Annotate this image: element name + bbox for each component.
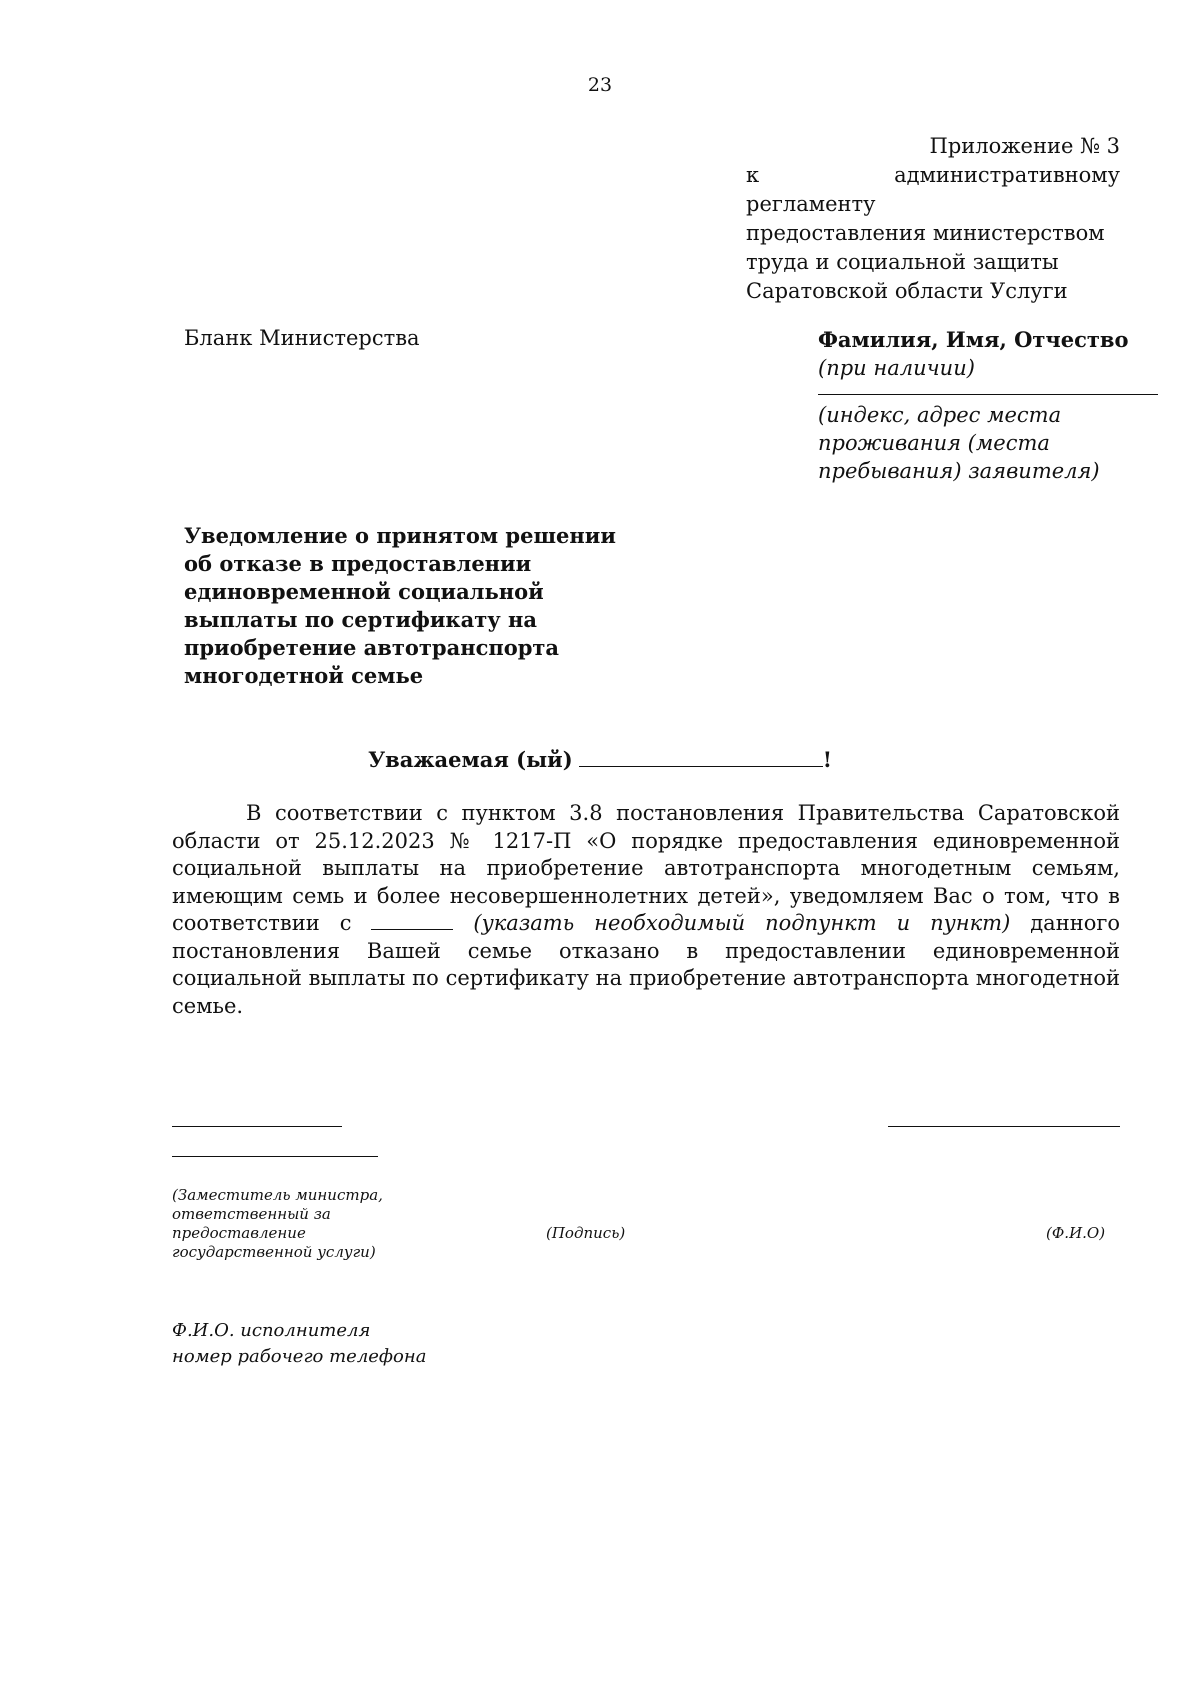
fio-caption: (Ф.И.О) xyxy=(1046,1224,1106,1242)
executor-phone-label: номер рабочего телефона xyxy=(172,1346,427,1367)
subclause-blank xyxy=(371,911,453,930)
greeting-name-blank xyxy=(579,746,823,767)
main-text-italic-hint: (указать необходимый подпункт и пункт) xyxy=(473,911,1011,935)
appendix-line-4: Саратовской области Услуги xyxy=(746,279,1068,303)
recipient-address-note: (индекс, адрес места проживания (места пребывания) заявителя) xyxy=(818,403,1100,483)
appendix-line-3: труда и социальной защиты xyxy=(746,250,1059,274)
greeting xyxy=(0,746,1200,772)
fio-signature-line xyxy=(888,1126,1120,1127)
document-title: Уведомление о принятом решении об отказе в предоставлении единовременной социальной выплаты по сертификату на приобретение автотранспорта многодетной семье xyxy=(184,523,616,688)
appendix-line-1: к административному регламенту xyxy=(746,163,1120,216)
recipient-fill-line xyxy=(818,394,1158,395)
recipient-fio-label: Фамилия, Имя, Отчество xyxy=(818,327,1129,352)
appendix-line-2: предоставления министерством xyxy=(746,221,1105,245)
recipient-fio-note: (при наличии) xyxy=(818,356,975,380)
ministry-blank-label: Бланк Министерства xyxy=(184,326,420,350)
page-number: 23 xyxy=(587,74,613,96)
recipient-block xyxy=(818,326,1163,485)
main-paragraph xyxy=(172,800,1120,1020)
executor-block xyxy=(172,1318,426,1370)
appendix-header xyxy=(746,132,1120,306)
position-line-2 xyxy=(172,1156,378,1157)
sign-caption: (Подпись) xyxy=(546,1224,626,1242)
position-caption: (Заместитель министра, ответственный за предоставление государственной услуги) xyxy=(172,1186,383,1261)
greeting-exclamation: ! xyxy=(822,747,832,772)
executor-name-label: Ф.И.О. исполнителя xyxy=(172,1320,371,1341)
main-text-part-1: В соответствии с пунктом 3.8 постановления Правительства Саратовской области от 25.12.2023 № 1217-П «О порядке предоставления единовременной социальной выплаты на приобретение автотранспорта многодетным семьям, имеющим семь и более несовершеннолетних детей», уведомляем Вас о том, что в соответствии с xyxy=(172,801,1120,935)
appendix-title: Приложение № 3 xyxy=(929,134,1120,158)
position-line-1 xyxy=(172,1126,342,1127)
main-text-part-2: данного постановления Вашей семье отказано в предоставлении единовременной социальной выплаты по сертификату на приобретение автотранспорта многодетной семье. xyxy=(172,911,1120,1018)
greeting-text: Уважаемая (ый) xyxy=(368,747,573,772)
